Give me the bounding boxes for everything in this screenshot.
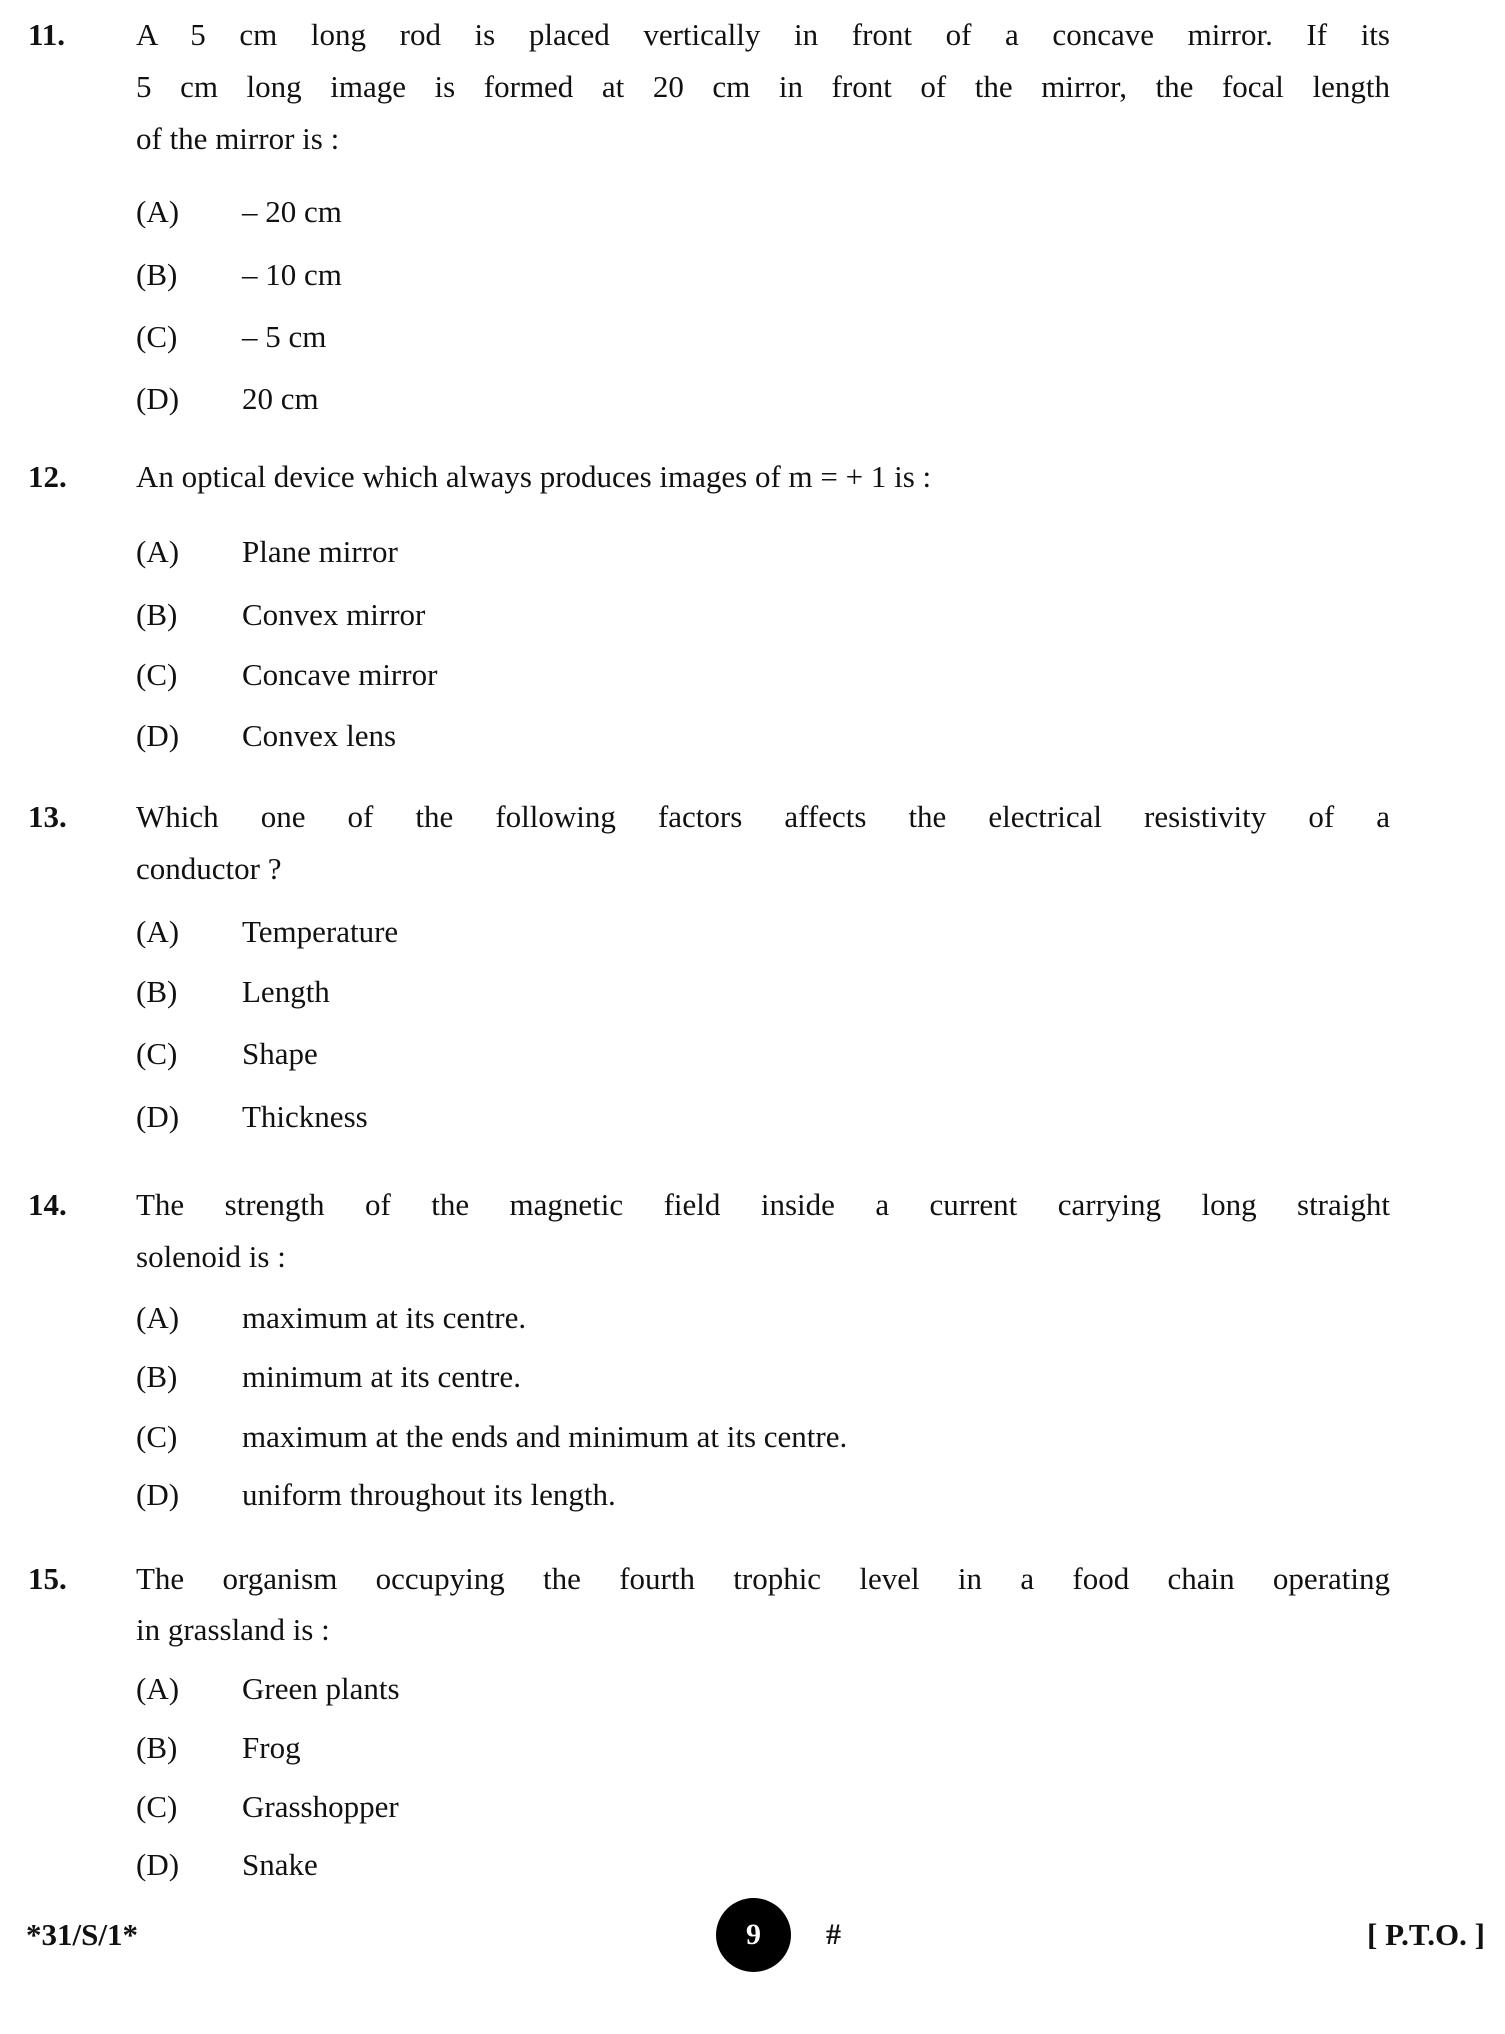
option-value: – 5 cm (242, 319, 327, 354)
question-number: 15. (28, 1561, 67, 1596)
option-letter: (C) (136, 1789, 178, 1824)
question-number: 11. (28, 17, 66, 52)
question-text-line: The organism occupying the fourth trophic level in a food chain operating (136, 1561, 1390, 1596)
question-text-line: in grassland is : (136, 1612, 330, 1647)
option-letter: (C) (136, 657, 178, 692)
option-letter: (B) (136, 257, 178, 292)
option-letter: (D) (136, 1477, 180, 1512)
paper-code: *31/S/1* (26, 1917, 138, 1952)
option-letter: (D) (136, 1099, 180, 1134)
option-value: – 20 cm (242, 194, 342, 229)
page-number: 9 (746, 1918, 761, 1951)
option-letter: (A) (136, 1671, 180, 1706)
option-value: Shape (242, 1036, 318, 1071)
option-letter: (A) (136, 534, 180, 569)
question-text-line: An optical device which always produces images of m = + 1 is : (136, 459, 932, 494)
option-value: 20 cm (242, 381, 319, 416)
option-value: Temperature (242, 914, 399, 949)
option-letter: (D) (136, 381, 180, 416)
option-value: Green plants (242, 1671, 400, 1706)
please-turn-over: [ P.T.O. ] (1367, 1917, 1485, 1952)
option-value: – 10 cm (242, 257, 342, 292)
option-letter: (A) (136, 194, 180, 229)
option-value: minimum at its centre. (242, 1359, 521, 1394)
question-text-line: A 5 cm long rod is placed vertically in front of a concave mirror. If its (136, 17, 1390, 52)
option-letter: (C) (136, 319, 178, 354)
question-number: 13. (28, 799, 67, 834)
option-letter: (C) (136, 1419, 178, 1454)
question-text-line: solenoid is : (136, 1239, 286, 1274)
option-value: Length (242, 974, 330, 1009)
option-value: Frog (242, 1730, 301, 1765)
option-letter: (A) (136, 1300, 180, 1335)
option-letter: (D) (136, 1847, 180, 1882)
option-value: Snake (242, 1847, 318, 1882)
option-value: Concave mirror (242, 657, 438, 692)
option-value: Convex lens (242, 718, 397, 753)
option-letter: (B) (136, 1730, 178, 1765)
option-letter: (B) (136, 1359, 178, 1394)
option-value: maximum at its centre. (242, 1300, 527, 1335)
option-value: uniform throughout its length. (242, 1477, 616, 1512)
option-letter: (D) (136, 718, 180, 753)
question-text-line: conductor ? (136, 851, 282, 886)
option-letter: (B) (136, 974, 178, 1009)
option-letter: (B) (136, 597, 178, 632)
question-text-line: The strength of the magnetic field inside a current carrying long straight (136, 1187, 1390, 1222)
question-number: 12. (28, 459, 67, 494)
question-text-line: of the mirror is : (136, 121, 340, 156)
question-number: 14. (28, 1187, 67, 1222)
option-value: Convex mirror (242, 597, 426, 632)
option-value: Plane mirror (242, 534, 398, 569)
question-text-line: Which one of the following factors affects the electrical resistivity of a (136, 799, 1390, 834)
option-value: Thickness (242, 1099, 368, 1134)
option-letter: (A) (136, 914, 180, 949)
page-number-badge (716, 1898, 791, 1972)
option-value: maximum at the ends and minimum at its centre. (242, 1419, 848, 1454)
hash-mark: # (826, 1918, 841, 1951)
option-value: Grasshopper (242, 1789, 399, 1824)
question-text-line: 5 cm long image is formed at 20 cm in front of the mirror, the focal length (136, 69, 1390, 104)
option-letter: (C) (136, 1036, 178, 1071)
